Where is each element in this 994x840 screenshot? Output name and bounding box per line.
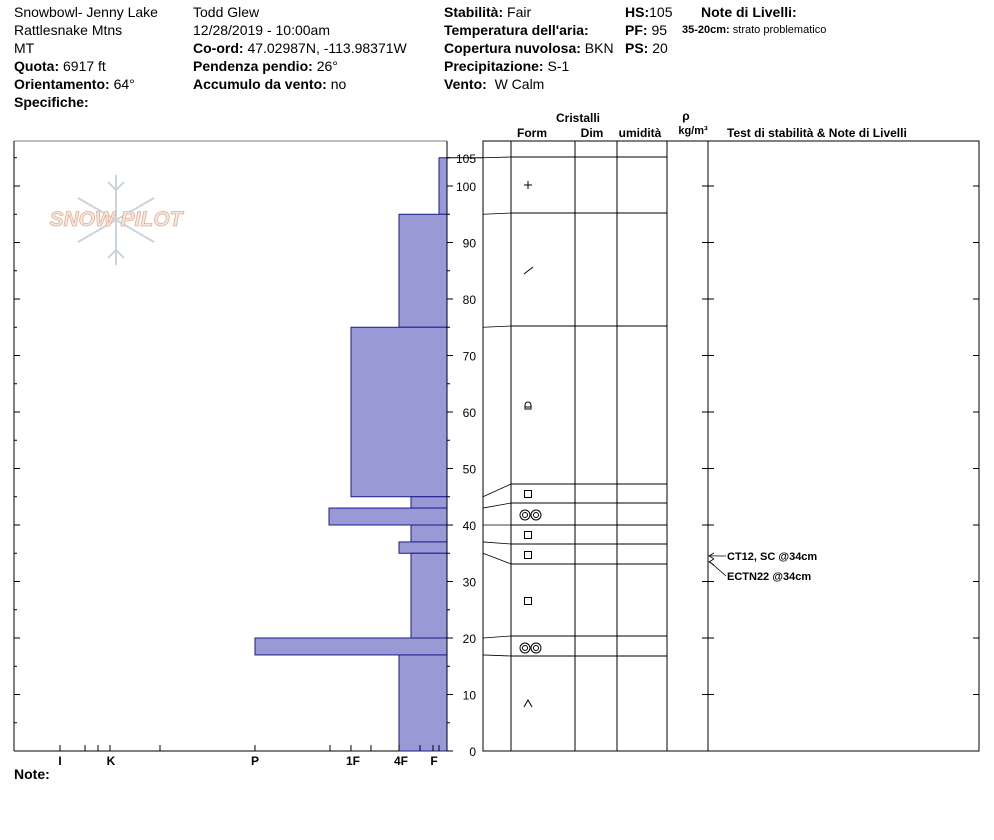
layer-table (483, 141, 979, 751)
slash-icon (524, 267, 533, 274)
row-connector-35 (483, 553, 511, 564)
hardness-bar-3 (411, 497, 447, 508)
row-connector-75 (483, 326, 511, 327)
ring-inner-icon (523, 513, 528, 518)
hardness-label-P: P (250, 754, 260, 768)
form-symbol-8 (520, 643, 541, 653)
precipitation: Precipitazione: S-1 (444, 58, 570, 74)
arrow-icon (709, 559, 714, 565)
depth-label-105: 105 (455, 151, 476, 166)
stability-test-label-0: CT12, SC @34cm (727, 551, 818, 563)
ps-value: PS: 20 (625, 40, 668, 56)
svg-text:SNOW PILOT: SNOW PILOT (49, 208, 183, 231)
hardness-label-1F: 1F (345, 754, 361, 768)
ring-icon (520, 643, 530, 653)
observation-datetime: 12/28/2019 - 10:00am (193, 22, 330, 38)
layer-rows (483, 157, 979, 695)
hardness-label-I: I (58, 754, 62, 768)
row-connector-20 (483, 636, 511, 638)
stability-test-label-1: ECTN22 @34cm (727, 571, 812, 583)
air-temperature: Temperatura dell'aria: (444, 22, 589, 38)
row-connector-95 (483, 213, 511, 214)
ring-inner-icon (523, 646, 528, 651)
wind-loading: Accumulo da vento: no (193, 76, 347, 92)
depth-label-20: 20 (462, 632, 476, 646)
hardness-label-K: K (106, 754, 116, 768)
slope-angle: Pendenza pendio: 26° (193, 58, 338, 74)
hardness-bar-2 (351, 327, 447, 497)
hs-value: HS:105 (625, 4, 673, 20)
layer-note-entry: 35-20cm: strato problematico (682, 24, 827, 36)
density-header: kg/m³ (678, 125, 708, 137)
form-symbol-9 (524, 700, 532, 707)
depth-axis (447, 152, 483, 759)
form-header: Form (517, 126, 547, 140)
square-icon (525, 491, 532, 498)
form-symbol-2 (525, 402, 531, 409)
coordinates: Co-ord: 47.02987N, -113.98371W (193, 40, 407, 56)
hardness-bar-7 (411, 553, 447, 638)
sky-cover: Copertura nuvolosa: BKN (444, 40, 614, 56)
hardness-bar-8 (255, 638, 447, 655)
table-headers (517, 109, 907, 140)
form-symbol-6 (525, 552, 532, 559)
form-symbol-3 (525, 491, 532, 498)
stability: Stabilità: Fair (444, 4, 532, 20)
grain-form-symbols (520, 181, 541, 707)
hardness-axis (58, 745, 439, 768)
square-icon (525, 598, 532, 605)
depth-label-100: 100 (455, 180, 476, 194)
row-connector-43 (483, 503, 511, 508)
observer-name: Todd Glew (193, 4, 260, 20)
row-connector-37 (483, 542, 511, 544)
depth-label-80: 80 (462, 293, 476, 307)
snowpilot-logo (50, 175, 185, 265)
hardness-label-F: F (430, 754, 438, 768)
depth-label-50: 50 (462, 462, 476, 477)
form-symbol-7 (525, 598, 532, 605)
stability-test-notes (709, 551, 817, 583)
row-connector-45 (483, 484, 511, 497)
mountain-range: Rattlesnake Mtns (14, 22, 123, 38)
depth-label-40: 40 (462, 519, 476, 533)
ring-inner-icon (534, 513, 539, 518)
ring-icon (520, 510, 530, 520)
hardness-bar-9 (399, 655, 447, 751)
size-header: Dim (580, 126, 604, 140)
tests-header: Test di stabilità & Note di Livelli (727, 126, 907, 140)
state: MT (14, 40, 35, 56)
left-depth-ticks (14, 158, 20, 723)
square-icon (525, 552, 532, 559)
crystals-header: Cristalli (555, 111, 601, 125)
ring-icon (531, 510, 541, 520)
caret-icon (524, 700, 532, 707)
hardness-bars (255, 158, 447, 751)
form-symbol-1 (524, 267, 533, 274)
hardness-label-4F: 4F (393, 754, 409, 768)
specifics: Specifiche: (14, 94, 89, 110)
hardness-bar-4 (329, 508, 447, 525)
depth-label-70: 70 (462, 349, 476, 364)
rho-header: ρ (682, 109, 690, 123)
depth-label-60: 60 (462, 406, 476, 420)
depth-label-10: 10 (462, 688, 476, 703)
hardness-bar-5 (411, 525, 447, 542)
elevation: Quota: 6917 ft (14, 58, 106, 74)
location-name: Snowbowl- Jenny Lake (14, 4, 158, 20)
depth-label-90: 90 (462, 236, 476, 251)
row-connector-17 (483, 655, 511, 656)
rounded-grain-icon (525, 402, 531, 409)
hardness-bar-1 (399, 214, 447, 327)
form-symbol-4 (520, 510, 541, 520)
depth-label-0: 0 (469, 745, 476, 759)
aspect: Orientamento: 64° (14, 76, 135, 92)
form-symbol-0 (524, 181, 532, 189)
form-symbol-5 (525, 532, 532, 539)
pf-value: PF: 95 (625, 22, 668, 38)
hardness-bar-6 (399, 542, 447, 553)
ring-inner-icon (534, 646, 539, 651)
row-connector-105 (483, 157, 511, 158)
wind: Vento: W Calm (444, 76, 545, 92)
hardness-bar-0 (439, 158, 447, 215)
ring-icon (531, 643, 541, 653)
note-label: Note: (14, 766, 50, 782)
layer-notes-title: Note di Livelli: (701, 4, 797, 20)
depth-label-30: 30 (462, 575, 476, 590)
square-icon (525, 532, 532, 539)
moisture-header: umidità (618, 126, 662, 140)
